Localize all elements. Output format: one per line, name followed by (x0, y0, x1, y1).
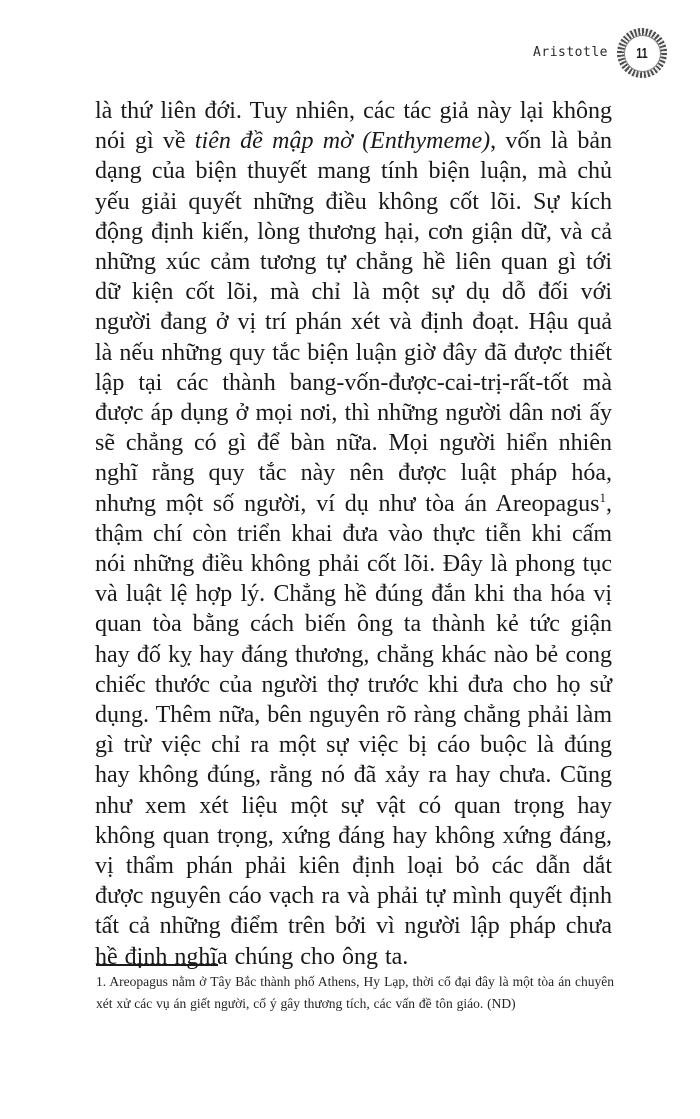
footnote-reference: 1 (599, 489, 606, 505)
paragraph-segment-before-italic: là thứ liên đới. Tuy nhiên, các tác giả này lại không nói gì về (95, 98, 612, 155)
footnote-separator (96, 964, 218, 966)
paragraph-segment-middle: , vốn là bản dạng của biện thuyết mang tính biện luận, mà chủ yếu giải quyết những điều không cốt lõi. Sự kích động định kiến, lòng thương hại, cơn giận dữ, và cả những xúc cảm tương tự chẳng hề liên quan gì tới dữ kiện cốt lõi, mà chỉ là một sự dụ dỗ đối với người đang ở vị trí phán xét và định đoạt. Hậu quả là nếu những quy tắc biện luận giờ đây đã được thiết lập tại các thành bang-vốn-được-cai-trị-rất-tốt mà được áp dụng ở mọi nơi, thì những người dân nơi ấy sẽ chẳng có gì để bàn nữa. Mọi người hiển nhiên nghĩ rằng quy tắc này nên được luật pháp hóa, nhưng một số người, ví dụ như tòa án Areopagus (95, 128, 612, 517)
paragraph-segment-after: , thậm chí còn triển khai đưa vào thực tiễn khi cấm nói những điều không phải cốt lõi. Đây là phong tục và luật lệ hợp lý. Chẳng hề đúng đắn khi tha hóa vị quan tòa bằng cách biến ông ta thành kẻ tức giận hay đố kỵ hay đáng thương, chẳng khác nào bẻ cong chiếc thước của người thợ trước khi đưa cho họ sử dụng. Thêm nữa, bên nguyên rõ ràng chẳng phải làm gì trừ việc chỉ ra một sự việc bị cáo buộc là đúng hay không đúng, rằng nó đã xảy ra hay chưa. Cũng như xem xét liệu một sự vật có quan trọng hay không quan trọng, xứng đáng hay không xứng đáng, vị thẩm phán phải kiên định loại bỏ các dẫn dắt được nguyên cáo vạch ra và phải tự mình quyết định tất cả những điểm trên bởi vì người lập pháp chưa hề định nghĩa chúng cho ông ta. (95, 490, 612, 970)
page-header (533, 28, 667, 78)
footnote-text: 1. Areopagus nằm ở Tây Bắc thành phố Athens, Hy Lạp, thời cổ đại đây là một tòa án chuyên xét xử các vụ án giết người, cố ý gây thương tích, các vấn đề tôn giáo. (ND) (96, 974, 614, 1011)
italic-term: tiên đề mập mờ (Enthymeme) (194, 128, 491, 155)
body-paragraph (95, 96, 612, 972)
page-number: 11 (636, 44, 648, 62)
footnote-area (96, 964, 614, 1015)
running-head-author: Aristotle (533, 44, 608, 60)
page-number-badge-inner (625, 36, 660, 71)
page-number-badge (617, 28, 667, 78)
